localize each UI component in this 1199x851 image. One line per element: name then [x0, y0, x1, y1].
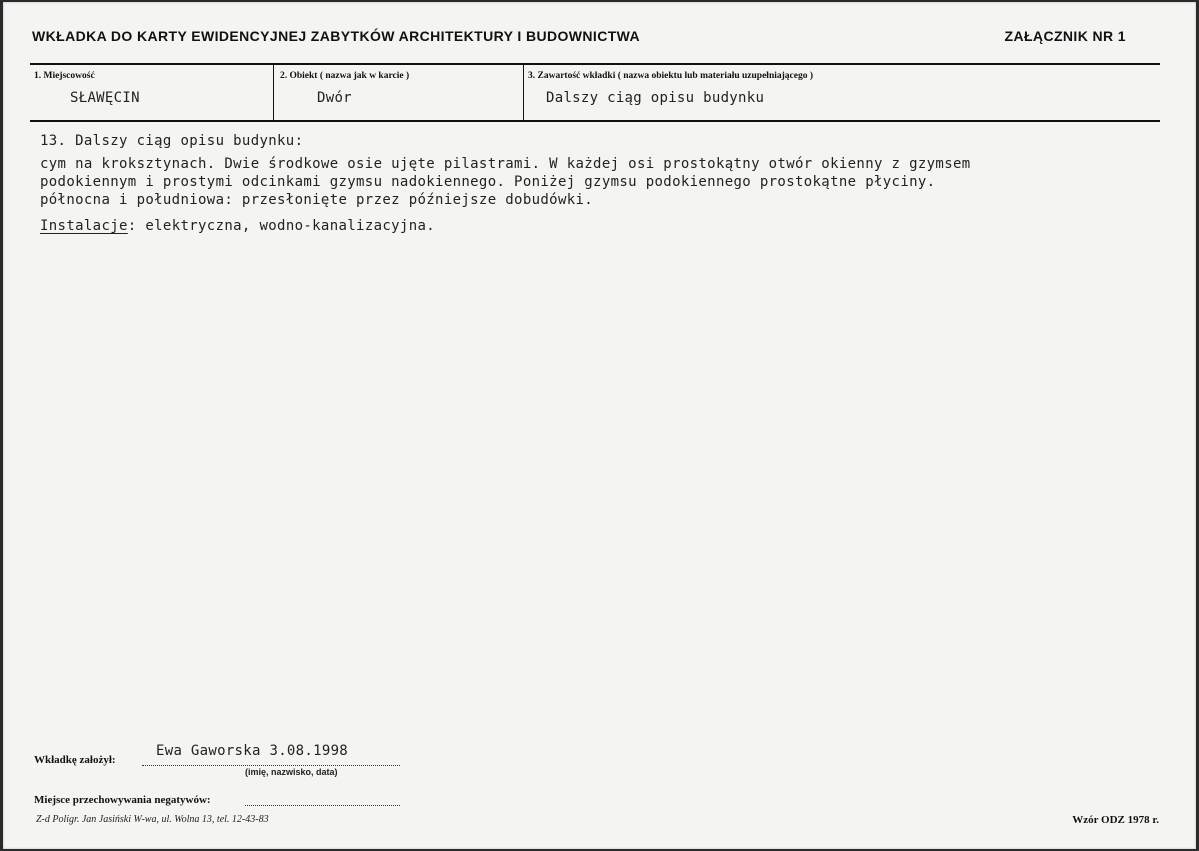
section-heading: 13. Dalszy ciąg opisu budynku: [40, 133, 304, 149]
printer-info: Z-d Poligr. Jan Jasiński W-wa, ul. Wolna 13, tel. 12-43-83 [36, 814, 269, 825]
form-title: WKŁADKA DO KARTY EWIDENCYJNEJ ZABYTKÓW ARCHITEKTURY I BUDOWNICTWA [32, 28, 641, 44]
installations-line [40, 218, 435, 234]
content-value: Dalszy ciąg opisu budynku [546, 90, 765, 106]
created-by-label: Wkładkę założył: [34, 754, 116, 766]
field-divider-2 [523, 65, 524, 121]
body-line-2: podokiennym i prostymi odcinkami gzymsu nadokiennego. Poniżej gzymsu podokiennego prostokątne płyciny. [40, 174, 936, 190]
record-card [3, 2, 1196, 849]
negatives-dotted-line [245, 805, 400, 806]
object-label: 2. Obiekt ( nazwa jak w karcie ) [280, 71, 410, 81]
created-by-value: Ewa Gaworska 3.08.1998 [156, 743, 349, 759]
body-line-1: cym na kroksztynach. Dwie środkowe osie ujęte pilastrami. W każdej osi prostokątny otwór okienny z gzymsem [40, 156, 971, 172]
form-pattern: Wzór ODZ 1978 r. [1072, 814, 1159, 826]
locality-label: 1. Miejscowość [34, 71, 95, 81]
installations-text: : elektryczna, wodno-kanalizacyjna. [127, 218, 436, 234]
installations-label: Instalacje [40, 218, 128, 234]
body-line-3: północna i południowa: przesłonięte przez późniejsze dobudówki. [40, 192, 594, 208]
fields-bottom-rule [30, 120, 1160, 122]
locality-value: SŁAWĘCIN [70, 90, 140, 106]
negatives-label: Miejsce przechowywania negatywów: [34, 794, 211, 806]
object-value: Dwór [317, 90, 352, 106]
top-rule [30, 63, 1160, 65]
content-label: 3. Zawartość wkładki ( nazwa obiektu lub materiału uzupełniającego ) [528, 71, 814, 81]
created-by-dotted-line [142, 765, 400, 766]
created-by-hint: (imię, nazwisko, data) [245, 767, 338, 777]
annex-number: ZAŁĄCZNIK NR 1 [1004, 28, 1126, 44]
field-divider-1 [273, 65, 274, 121]
